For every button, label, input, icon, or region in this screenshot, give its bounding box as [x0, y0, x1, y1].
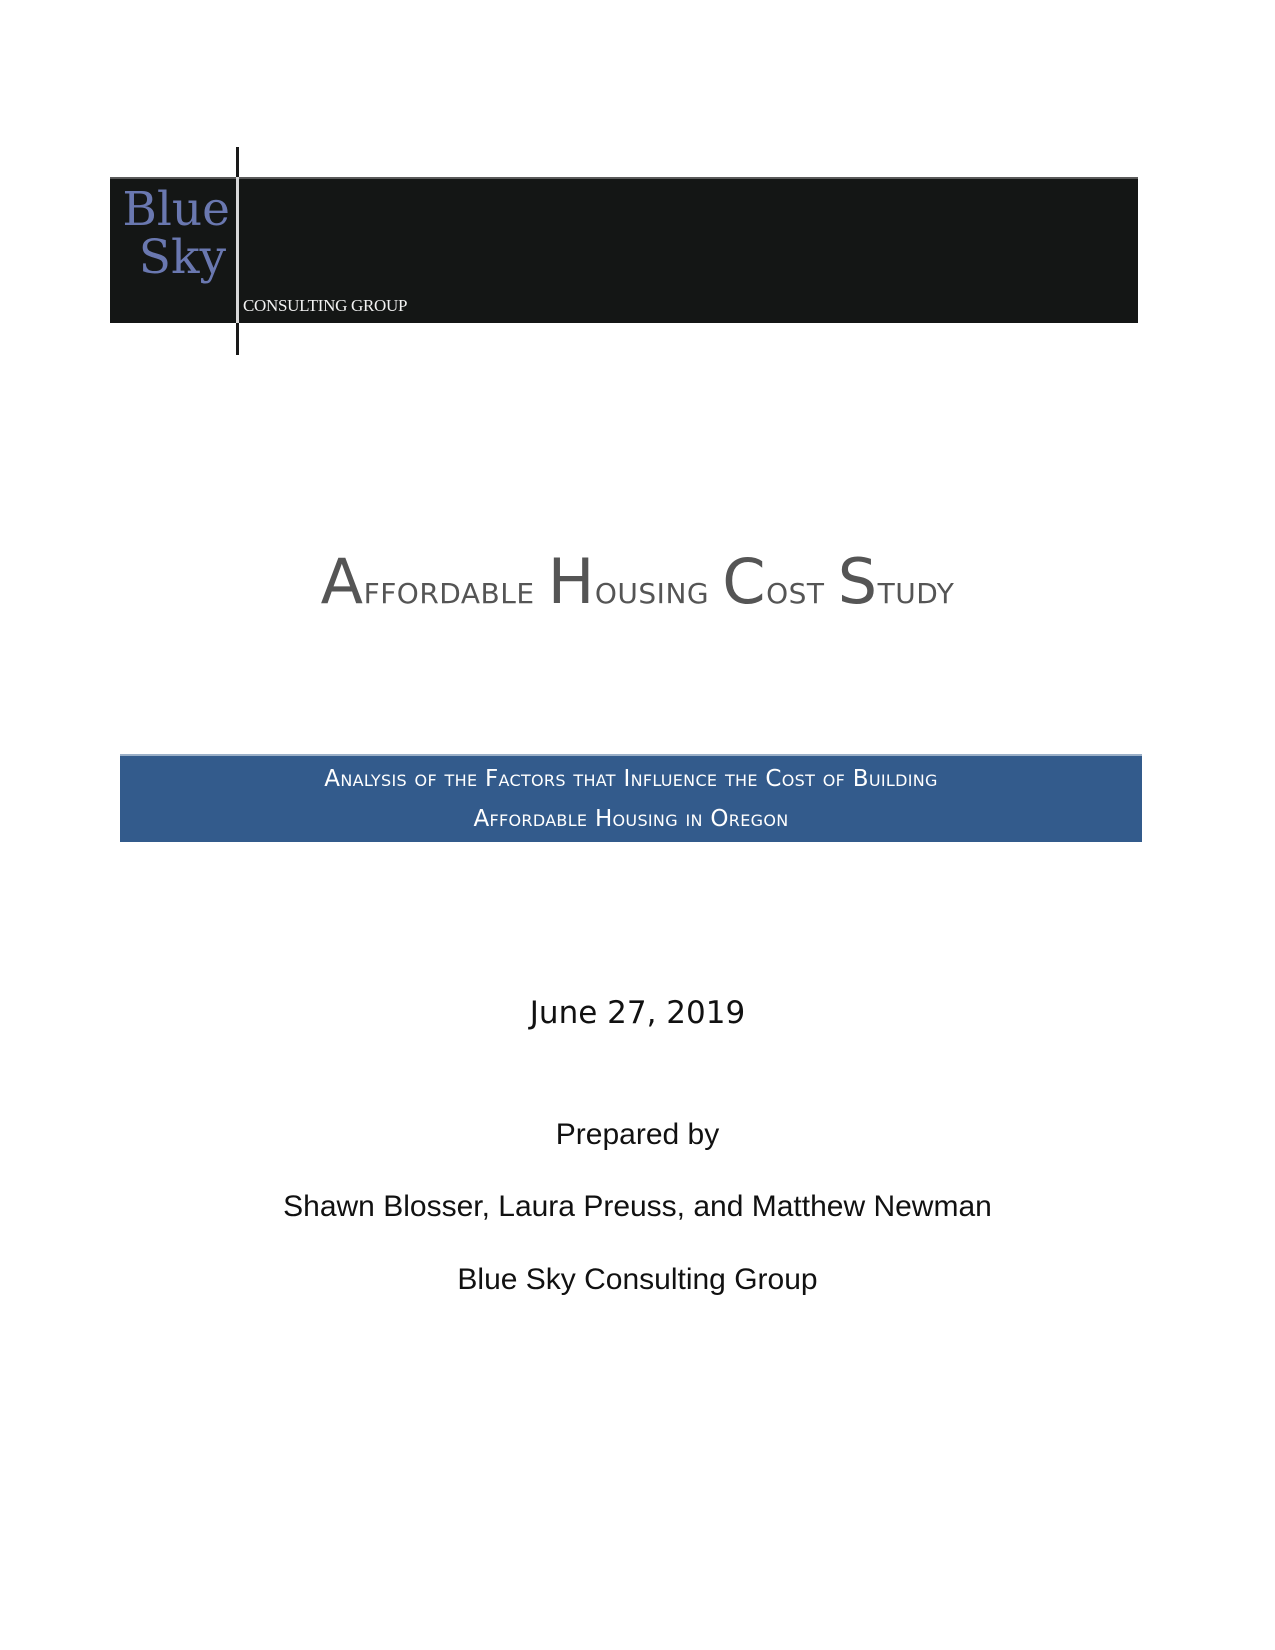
subtitle-line-2: Affordable Housing in Oregon	[473, 806, 789, 832]
prepared-by-label: Prepared by	[555, 1118, 720, 1151]
organization: Blue Sky Consulting Group	[457, 1263, 818, 1296]
subtitle-banner	[120, 754, 1142, 842]
logo-word-sky: Sky	[138, 230, 226, 285]
title-rest: ffordable	[363, 567, 548, 613]
title-cap: H	[547, 545, 595, 618]
document-title	[0, 545, 1275, 618]
title-rest: tudy	[877, 567, 955, 613]
title-cap: S	[837, 545, 878, 618]
title-cap: A	[320, 545, 364, 618]
logo-word-blue: Blue	[122, 182, 230, 237]
title-cap: C	[722, 545, 767, 618]
subtitle-line-1: Analysis of the Factors that Influence the Cost of Building	[324, 766, 938, 792]
logo-subtitle: CONSULTING GROUP	[243, 296, 408, 315]
document-date: June 27, 2019	[529, 995, 746, 1031]
authors: Shawn Blosser, Laura Preuss, and Matthew Newman	[283, 1190, 992, 1223]
title-rest: ousing	[594, 567, 723, 613]
logo-wordmark	[118, 182, 230, 285]
logo-divider-highlight	[236, 177, 239, 323]
title-rest: ost	[766, 567, 838, 613]
